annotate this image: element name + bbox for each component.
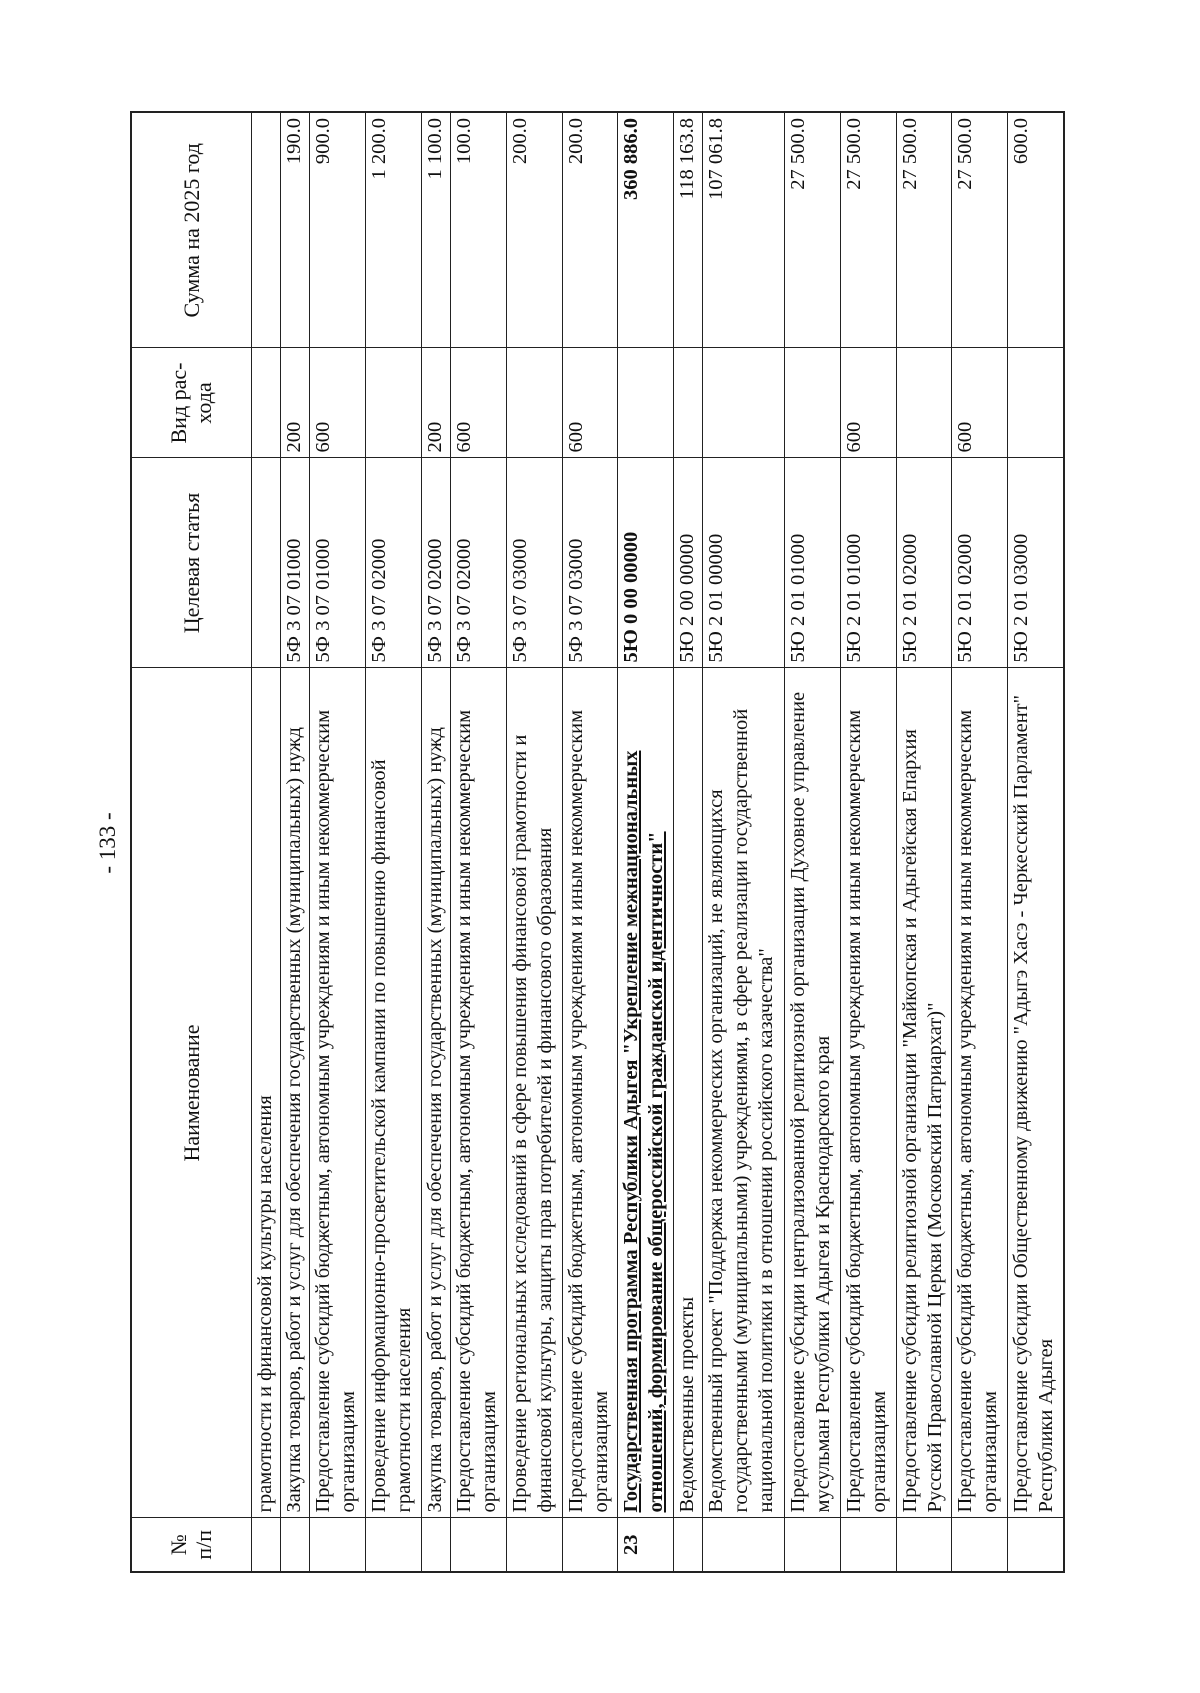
row-name: Предоставление субсидий бюджетным, автономным учреждениям и иным некоммерческим организациям [562,668,618,1518]
table-row [506,112,562,1572]
row-number [366,1518,422,1572]
table-row [785,112,841,1572]
row-expense-type: 200 [421,348,450,458]
row-name: Закупка товаров, работ и услуг для обеспечения государственных (муниципальных) нужд [280,668,309,1518]
row-expense-type [673,348,702,458]
row-number [673,1518,702,1572]
row-expense-type: 200 [280,348,309,458]
page-number: - 133 - [95,812,120,874]
table-row [451,112,507,1572]
row-expense-type [366,348,422,458]
table-row [1008,112,1064,1572]
row-target-article: 5Ф 3 07 02000 [451,458,507,668]
row-target-article: 5Ю 2 01 01000 [785,458,841,668]
row-expense-type: 600 [562,348,618,458]
row-expense-type [1008,348,1064,458]
rotated-page-content [130,113,1065,1573]
table-row [280,112,309,1572]
row-target-article: 5Ф 3 07 01000 [310,458,366,668]
header-expense-type: Вид рас- хода [131,348,251,458]
row-name: Предоставление субсидий бюджетным, автономным учреждениям и иным некоммерческим организациям [310,668,366,1518]
row-expense-type [251,348,280,458]
row-number: 23 [618,1518,674,1572]
table-row [952,112,1008,1572]
row-amount: 1 200.0 [366,112,422,348]
row-number [703,1518,785,1572]
row-name: Закупка товаров, работ и услуг для обеспечения государственных (муниципальных) нужд [421,668,450,1518]
row-amount: 27 500.0 [952,112,1008,348]
row-name: Предоставление субсидий бюджетным, автономным учреждениям и иным некоммерческим организациям [952,668,1008,1518]
row-amount [251,112,280,348]
row-number [310,1518,366,1572]
row-amount: 27 500.0 [785,112,841,348]
row-target-article: 5Ю 2 01 02000 [896,458,952,668]
table-row [673,112,702,1572]
table-row [841,112,897,1572]
row-name: Предоставление субсидий бюджетным, автономным учреждениям и иным некоммерческим организациям [451,668,507,1518]
row-amount: 100.0 [451,112,507,348]
row-name: Государственная программа Республики Адыгея "Укрепление межнациональных отношений, формирование общероссийской гражданской идентичности" [618,668,674,1518]
row-target-article: 5Ю 2 01 01000 [841,458,897,668]
row-amount: 1 100.0 [421,112,450,348]
row-number [785,1518,841,1572]
row-amount: 900.0 [310,112,366,348]
row-amount: 27 500.0 [841,112,897,348]
row-target-article: 5Ю 2 01 03000 [1008,458,1064,668]
table-row [562,112,618,1572]
row-target-article: 5Ю 0 00 00000 [618,458,674,668]
row-amount: 190.0 [280,112,309,348]
row-number [280,1518,309,1572]
row-number [841,1518,897,1572]
table-row [310,112,366,1572]
row-number [451,1518,507,1572]
row-expense-type [506,348,562,458]
table-row [421,112,450,1572]
row-number [1008,1518,1064,1572]
row-target-article: 5Ф 3 07 02000 [421,458,450,668]
row-expense-type: 600 [952,348,1008,458]
row-name: грамотности и финансовой культуры населения [251,668,280,1518]
row-expense-type [785,348,841,458]
row-number [421,1518,450,1572]
row-target-article: 5Ф 3 07 01000 [280,458,309,668]
row-expense-type: 600 [451,348,507,458]
table-header-row [131,112,251,1572]
row-number [506,1518,562,1572]
header-target-article: Целевая статья [131,458,251,668]
row-name: Предоставление субсидии централизованной религиозной организации Духовное управление мусульман Республики Адыгея и Краснодарского края [785,668,841,1518]
row-name: Предоставление субсидии Общественному движению "Адыгэ Хасэ - Черкесский Парламент" Республики Адыгея [1008,668,1064,1518]
row-amount: 27 500.0 [896,112,952,348]
row-amount: 200.0 [506,112,562,348]
table-body [251,112,1064,1572]
row-expense-type: 600 [310,348,366,458]
row-amount: 118 163.8 [673,112,702,348]
budget-table [130,111,1065,1573]
row-target-article: 5Ф 3 07 03000 [506,458,562,668]
table-row [251,112,280,1572]
row-number [896,1518,952,1572]
table-row [703,112,785,1572]
row-target-article: 5Ф 3 07 03000 [562,458,618,668]
header-number: № п/п [131,1518,251,1572]
row-number [251,1518,280,1572]
row-target-article: 5Ю 2 01 00000 [703,458,785,668]
row-number [952,1518,1008,1572]
row-name: Предоставление субсидии религиозной организации "Майкопская и Адыгейская Епархия Русской Православной Церкви (Московский Патриархат)" [896,668,952,1518]
row-target-article: 5Ф 3 07 02000 [366,458,422,668]
table-row [618,112,674,1572]
row-name: Ведомственный проект "Поддержка некоммерческих организаций, не являющихся государственными (муниципальными) учреждениями, в сфере реализации государственной национальной политики и в отношении российского казачества" [703,668,785,1518]
row-expense-type: 600 [841,348,897,458]
row-amount: 360 886.0 [618,112,674,348]
row-name: Проведение региональных исследований в сфере повышения финансовой грамотности и финансовой культуры, защиты прав потребителей и финансового образования [506,668,562,1518]
header-name: Наименование [131,668,251,1518]
row-amount: 600.0 [1008,112,1064,348]
row-expense-type [703,348,785,458]
row-expense-type [896,348,952,458]
header-amount-2025: Сумма на 2025 год [131,112,251,348]
table-row [366,112,422,1572]
row-target-article: 5Ю 2 01 02000 [952,458,1008,668]
row-number [562,1518,618,1572]
row-target-article: 5Ю 2 00 00000 [673,458,702,668]
row-amount: 107 061.8 [703,112,785,348]
row-name: Проведение информационно-просветительской кампании по повышению финансовой грамотности населения [366,668,422,1518]
row-amount: 200.0 [562,112,618,348]
row-name: Ведомственные проекты [673,668,702,1518]
row-target-article [251,458,280,668]
table-row [896,112,952,1572]
row-expense-type [618,348,674,458]
row-name: Предоставление субсидий бюджетным, автономным учреждениям и иным некоммерческим организациям [841,668,897,1518]
